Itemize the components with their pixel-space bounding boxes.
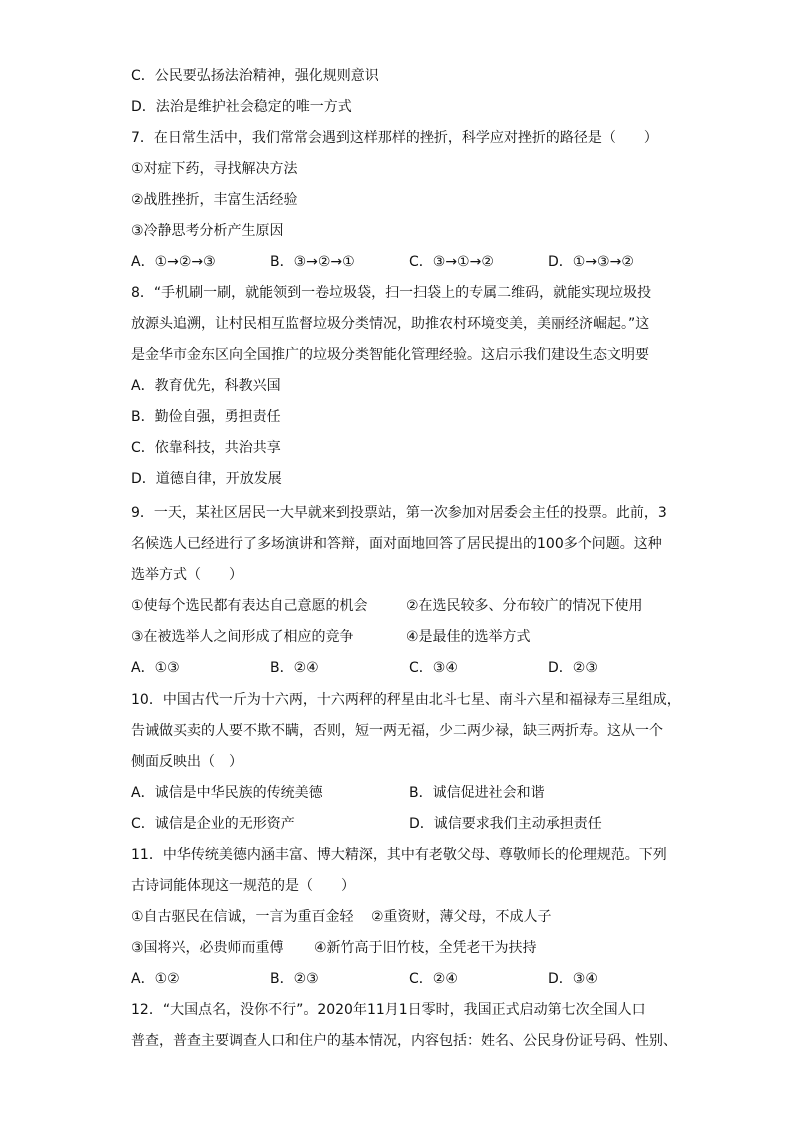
q7-statement-2: ②战胜挫折，丰富生活经验 xyxy=(131,192,298,208)
q11-stem-line-1: 11．中华传统美德内涵丰富、博大精深，其中有老敬父母、尊敬师长的伦理规范。下列 xyxy=(131,847,667,863)
q6-option-c: C．公民要弘扬法治精神，强化规则意识 xyxy=(131,68,379,84)
q8-option-a: A．教育优先，科教兴国 xyxy=(131,378,281,394)
q10-option-d: D．诚信要求我们主动承担责任 xyxy=(409,816,602,832)
q9-stem-line-3: 选举方式（ ） xyxy=(131,567,243,583)
q11-statement-3: ③国将兴，必贵师而重傅 xyxy=(131,940,284,956)
q12-stem-line-2: 普查，普查主要调查人口和住户的基本情况，内容包括：姓名、公民身份证号码、性别、 xyxy=(131,1033,677,1049)
q8-option-c: C．依靠科技，共治共享 xyxy=(131,440,281,456)
q10-stem-line-2: 告诫做买卖的人要不欺不瞒，否则，短一两无福，少二两少禄，缺三两折寿。这从一个 xyxy=(131,723,663,739)
q11-option-d: D．③④ xyxy=(548,971,598,987)
q10-option-a: A．诚信是中华民族的传统美德 xyxy=(131,785,323,801)
q7-option-d: D．①→③→② xyxy=(548,254,634,270)
q12-stem-line-1: 12．“大国点名，没你不行”。2020年11月1日零时，我国正式启动第七次全国人口 xyxy=(131,1002,646,1018)
q7-option-b: B．③→②→① xyxy=(270,254,355,270)
q9-option-d: D．②③ xyxy=(548,660,598,676)
q9-statement-4: ④是最佳的选举方式 xyxy=(406,629,531,645)
q7-option-c: C．③→①→② xyxy=(409,254,494,270)
q8-option-d: D．道德自律，开放发展 xyxy=(131,471,282,487)
q9-option-c: C．③④ xyxy=(409,660,458,676)
q11-statement-1: ①自古驱民在信诚，一言为重百金轻 xyxy=(131,909,354,925)
q6-option-d: D．法治是维护社会稳定的唯一方式 xyxy=(131,99,352,115)
q9-statement-2: ②在选民较多、分布较广的情况下使用 xyxy=(406,598,643,614)
q9-option-b: B．②④ xyxy=(270,660,319,676)
q9-statement-3: ③在被选举人之间形成了相应的竞争 xyxy=(131,629,354,645)
q10-option-c: C．诚信是企业的无形资产 xyxy=(131,816,295,832)
q10-option-b: B．诚信促进社会和谐 xyxy=(409,785,545,801)
q8-stem-line-2: 放源头追溯，让村民相互监督垃圾分类情况，助推农村环境变美，美丽经济崛起。”这 xyxy=(131,316,650,332)
q10-stem-line-3: 侧面反映出（ ） xyxy=(131,754,243,770)
q11-option-a: A．①② xyxy=(131,971,180,987)
q9-statement-1: ①使每个选民都有表达自己意愿的机会 xyxy=(131,598,368,614)
q11-statement-4: ④新竹高于旧竹枝，全凭老干为扶持 xyxy=(314,940,537,956)
q8-option-b: B．勤俭自强，勇担责任 xyxy=(131,409,281,425)
q11-statement-2: ②重资财，薄父母，不成人子 xyxy=(371,909,552,925)
q9-stem-line-2: 名候选人已经进行了多场演讲和答辩，面对面地回答了居民提出的100多个问题。这种 xyxy=(131,536,662,552)
q9-option-a: A．①③ xyxy=(131,660,180,676)
q7-stem: 7．在日常生活中，我们常常会遇到这样那样的挫折，科学应对挫折的路径是（ ） xyxy=(131,130,658,146)
q8-stem-line-3: 是金华市金东区向全国推广的垃圾分类智能化管理经验。这启示我们建设生态文明要 xyxy=(131,347,649,363)
q10-stem-line-1: 10．中国古代一斤为十六两，十六两秤的秤星由北斗七星、南斗六星和福禄寿三星组成， xyxy=(131,692,681,708)
q7-statement-3: ③冷静思考分析产生原因 xyxy=(131,223,284,239)
q11-stem-line-2: 古诗词能体现这一规范的是（ ） xyxy=(131,878,355,894)
q11-option-b: B．②③ xyxy=(270,971,319,987)
q11-option-c: C．②④ xyxy=(409,971,458,987)
q9-stem-line-1: 9．一天，某社区居民一大早就来到投票站，第一次参加对居委会主任的投票。此前，3 xyxy=(131,505,667,521)
q7-statement-1: ①对症下药，寻找解决方法 xyxy=(131,161,298,177)
q7-option-a: A．①→②→③ xyxy=(131,254,216,270)
q8-stem-line-1: 8．“手机刷一刷，就能领到一卷垃圾袋，扫一扫袋上的专属二维码，就能实现垃圾投 xyxy=(131,285,652,301)
